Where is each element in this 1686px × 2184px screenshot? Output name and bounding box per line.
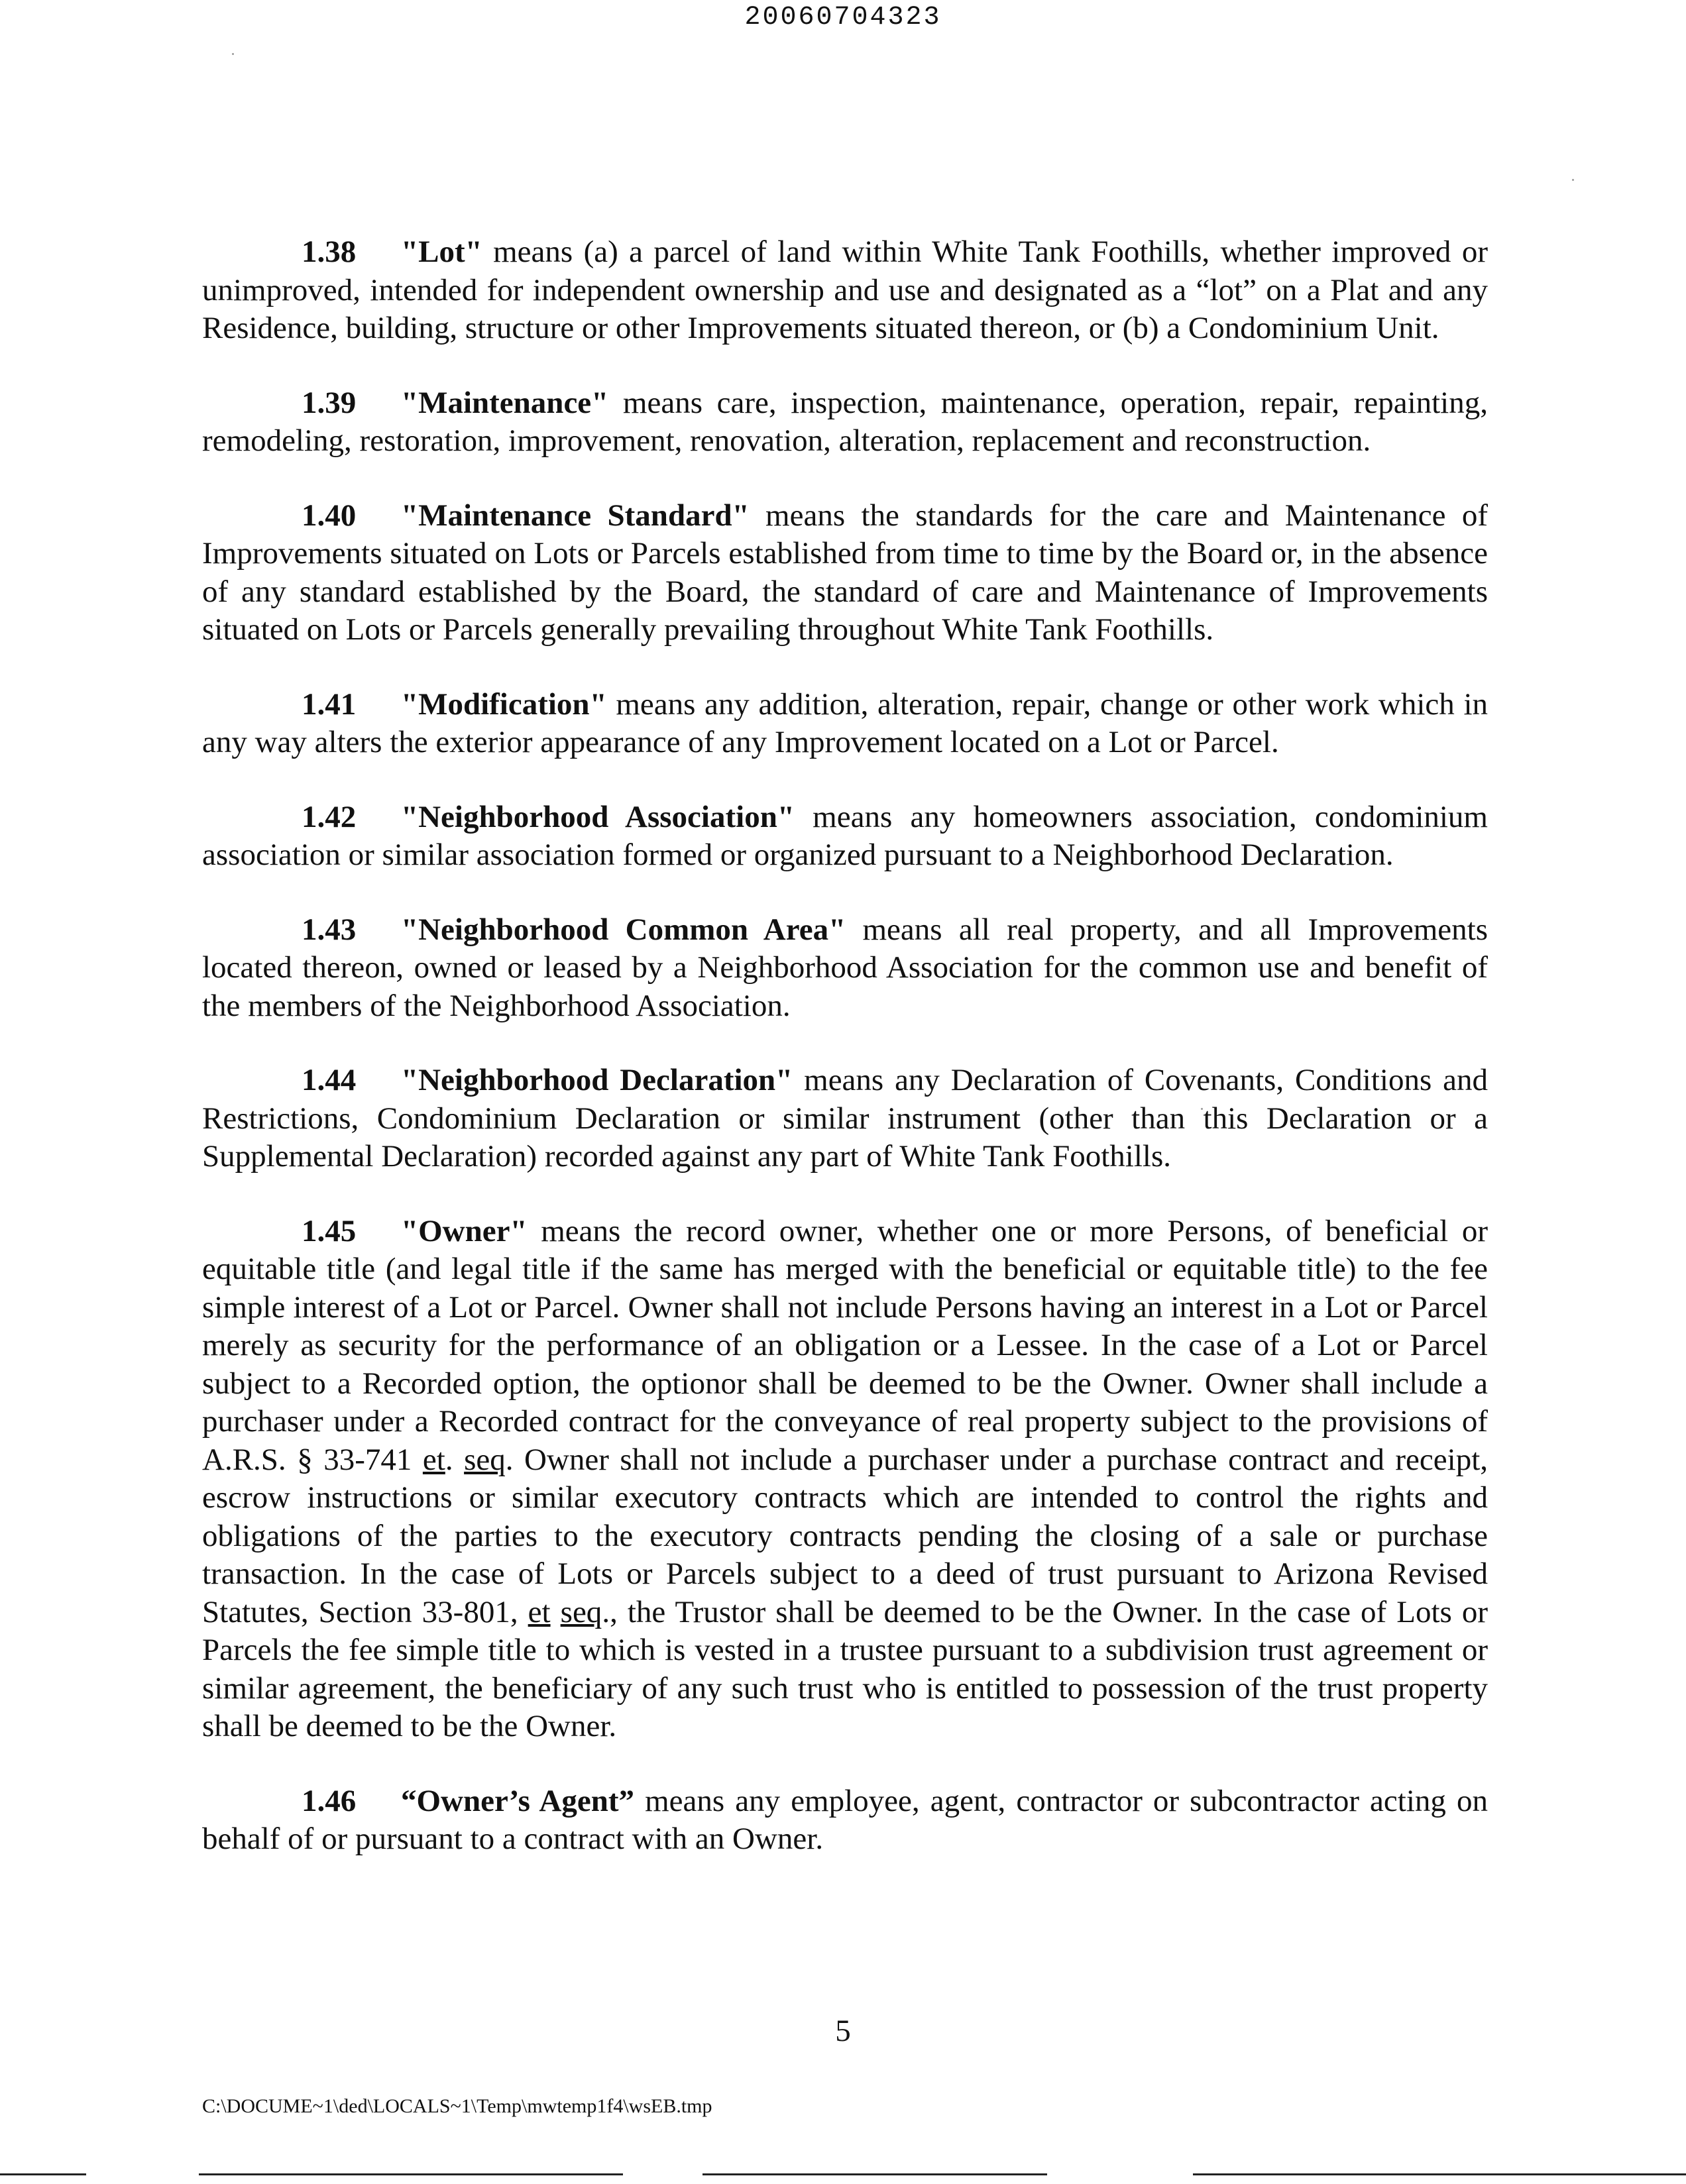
citation-seq: seq [560,1594,602,1629]
section-1-44 [202,1062,1488,1176]
section-number: 1.44 [302,1063,357,1097]
section-1-38 [202,233,1488,348]
scan-edge-line [199,2173,623,2175]
scan-edge-line [702,2173,1047,2175]
defined-term: "Lot" [401,235,482,269]
defined-term: "Neighborhood Common Area" [401,912,846,947]
section-1-42 [202,798,1488,875]
scan-speck [1572,179,1574,181]
definition-text: means any homeowners association, condominium association or similar association formed or organized pursuant to a Neighborhood Declaration. [202,799,1488,872]
defined-term: "Neighborhood Association" [401,799,795,834]
section-number: 1.45 [302,1213,357,1248]
section-number: 1.43 [302,912,357,947]
defined-term: "Modification" [401,686,607,722]
scan-edge-line [1193,2173,1686,2175]
scan-edge-line [0,2173,86,2175]
file-path: C:\DOCUME~1\ded\LOCALS~1\Temp\mwtemp1f4\wsEB.tmp [202,2095,712,2117]
section-number: 1.46 [302,1783,357,1818]
definition-text: means the record owner, whether one or more Persons, of beneficial or equitable title (and legal title if the same has merged with the beneficial or equitable title) to the fee simple interest of a Lot or Parcel. Owner shall not include Persons having an interest in a Lot or Parcel merely as security for the performance of an obligation or a Lessee. In the case of a Lot or Parcel subject to a Recorded option, the optionor shall be deemed to be the Owner. Owner shall include a purchaser under a Recorded contract for the conveyance of real property subject to the provisions of A.R.S. § 33-741 [202,1213,1488,1477]
citation-separator [551,1595,561,1629]
definition-text: means all real property, and all Improvements located thereon, owned or leased by a Neighborhood Association for the common use and benefit of the members of the Neighborhood Association. [202,912,1488,1023]
section-1-46 [202,1782,1488,1859]
section-1-40 [202,497,1488,649]
definition-text: means care, inspection, maintenance, operation, repair, repainting, remodeling, restoration, improvement, renovation, alteration, replacement and reconstruction. [202,385,1488,458]
section-number: 1.41 [302,686,357,722]
definition-text: means any addition, alteration, repair, change or other work which in any way alters the exterior appearance of any Improvement located on a Lot or Parcel. [202,686,1488,759]
definition-text: means (a) a parcel of land within White Tank Foothills, whether improved or unimproved, intended for independent ownership and use and designated as a “lot” on a Plat and any Residence, building, structure or other Improvements situated thereon, or (b) a Condominium Unit. [202,235,1488,345]
citation-separator: . [445,1442,465,1477]
definition-text: . Owner shall not include a purchaser under a purchase contract and receipt, escrow instructions or similar executory contracts which are intended to control the rights and obligations of the parties to the executory contracts pending the closing of a sale or purchase transaction. In the case of Lots or Parcels subject to a deed of trust pursuant to Arizona Revised Statutes, Section 33-801, [202,1442,1489,1629]
section-1-39 [202,384,1488,461]
defined-term: “Owner’s Agent” [401,1783,634,1818]
definition-text: means any employee, agent, contractor or subcontractor acting on behalf of or pursuant to a contract with an Owner. [202,1783,1488,1856]
section-number: 1.42 [302,799,357,834]
defined-term: "Owner" [401,1213,528,1248]
page-number: 5 [835,2014,851,2048]
citation-seq: seq [464,1442,506,1477]
section-1-43 [202,911,1488,1026]
section-number: 1.39 [302,385,357,420]
section-number: 1.40 [302,498,357,533]
defined-term: "Maintenance" [401,385,609,420]
definition-text: ., the Trustor shall be deemed to be the Owner. In the case of Lots or Parcels the fee simple title to which is vested in a trustee pursuant to a subdivision trust agreement or similar agreement, the beneficiary of any such trust who is entitled to possession of the trust property shall be deemed to be the Owner. [202,1594,1489,1743]
citation-et: et [422,1442,445,1477]
document-body [202,233,1488,1895]
citation-et: et [528,1594,551,1629]
definition-text: means the standards for the care and Maintenance of Improvements situated on Lots or Parcels established from time to time by the Board or, in the absence of any standard established by the Board, the standard of care and Maintenance of Improvements situated on Lots or Parcels generally prevailing throughout White Tank Foothills. [202,498,1489,647]
definition-text: means any Declaration of Covenants, Conditions and Restrictions, Condominium Declaration or similar instrument (other than this Declaration or a Supplemental Declaration) recorded against any part of White Tank Foothills. [202,1063,1488,1174]
section-number: 1.38 [302,235,357,269]
defined-term: "Maintenance Standard" [401,498,750,533]
defined-term: "Neighborhood Declaration" [401,1063,793,1097]
section-1-41 [202,686,1488,762]
scan-speck [232,53,234,55]
section-1-45 [202,1213,1488,1746]
recording-number: 20060704323 [744,3,942,32]
